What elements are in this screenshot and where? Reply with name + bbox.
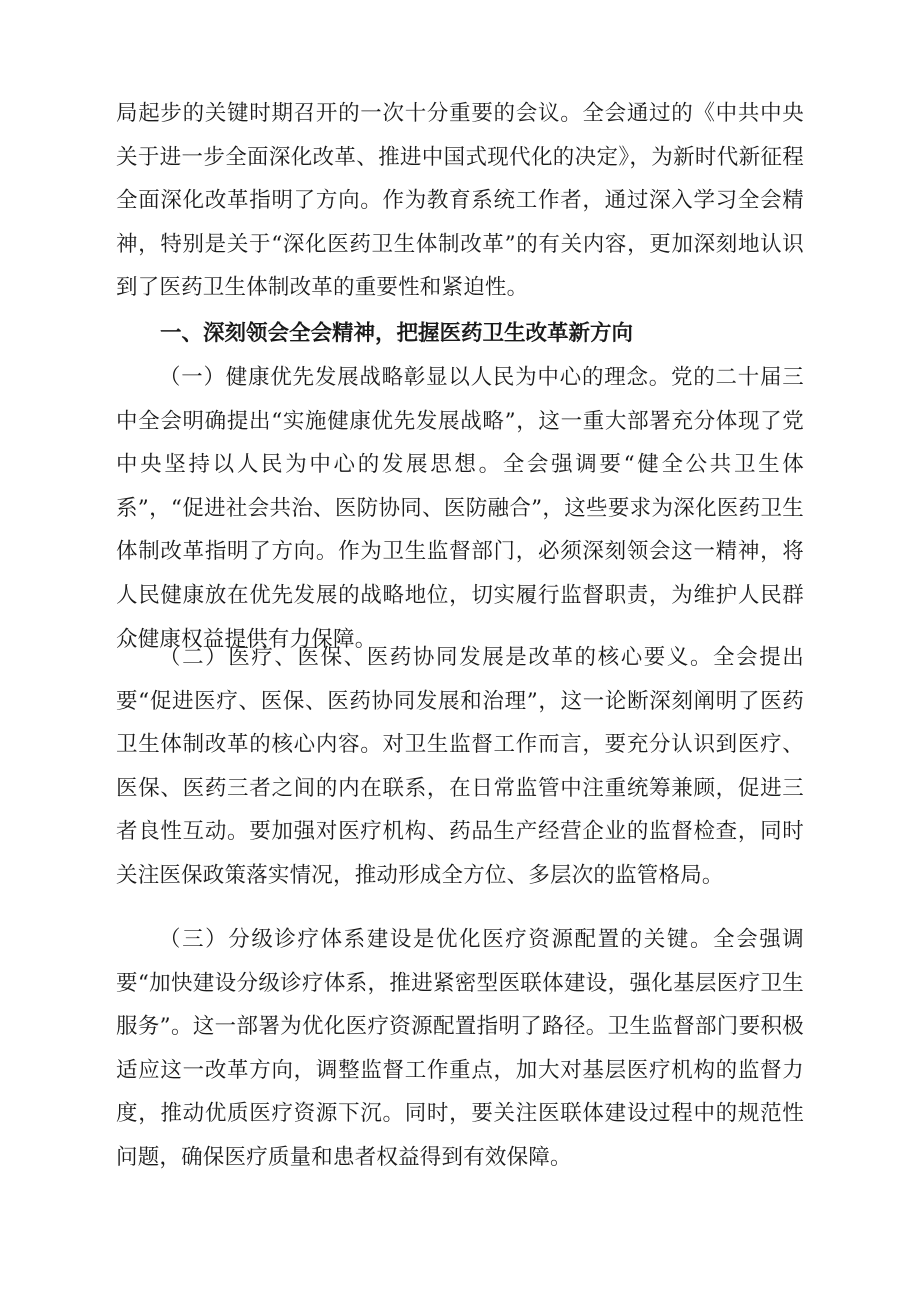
body-paragraph-1: （一）健康优先发展战略彰显以人民为中心的理念。党的二十届三中全会明确提出“实施健康优先发展战略”，这一重大部署充分体现了党中央坚持以人民为中心的发展思想。全会强调要“健全公共卫生体系”，“促进社会共治、医防协同、医防融合”，这些要求为深化医药卫生体制改革指明了方向。作为卫生监督部门，必须深刻领会这一精神，将人民健康放在优先发展的战略地位，切实履行监督职责，为维护人民群众健康权益提供有力保障。 xyxy=(116,365,804,652)
body-paragraph-2: （二）医疗、医保、医药协同发展是改革的核心要义。全会提出要“促进医疗、医保、医药协同发展和治理”，这一论断深刻阐明了医药卫生体制改革的核心内容。对卫生监督工作而言，要充分认识到医疗、医保、医药三者之间的内在联系，在日常监管中注重统筹兼顾，促进三者良性互动。要加强对医疗机构、药品生产经营企业的监督检查，同时关注医保政策落实情况，推动形成全方位、多层次的监管格局。 xyxy=(116,645,804,888)
body-paragraph-3: （三）分级诊疗体系建设是优化医疗资源配置的关键。全会强调要“加快建设分级诊疗体系，推进紧密型医联体建设，强化基层医疗卫生服务”。这一部署为优化医疗资源配置指明了路径。卫生监督部门要积极适应这一改革方向，调整监督工作重点，加大对基层医疗机构的监督力度，推动优质医疗资源下沉。同时，要关注医联体建设过程中的规范性问题，确保医疗质量和患者权益得到有效保障。 xyxy=(116,927,804,1170)
section-heading: 一、深刻领会全会精神，把握医药卫生改革新方向 xyxy=(160,321,634,346)
intro-paragraph: 局起步的关键时期召开的一次十分重要的会议。全会通过的《中共中央关于进一步全面深化改革、推进中国式现代化的决定》，为新时代新征程全面深化改革指明了方向。作为教育系统工作者，通过深入学习全会精神，特别是关于“深化医药卫生体制改革”的有关内容，更加深刻地认识到了医药卫生体制改革的重要性和紧迫性。 xyxy=(116,101,804,301)
